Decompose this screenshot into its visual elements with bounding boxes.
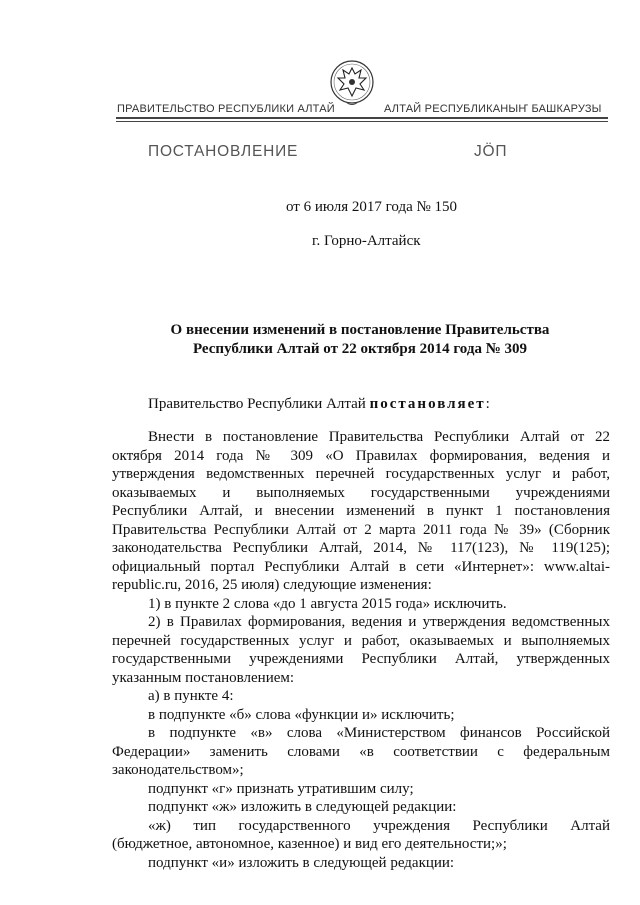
- decree-line: [148, 396, 490, 413]
- subitem-g: подпункт «г» признать утратившим силу;: [148, 780, 414, 797]
- subitem-v-line: законодательством»;: [112, 762, 244, 778]
- paragraph-1-line: официальный портал Республики Алтай в сети «Интернет»: www.altai-: [112, 558, 610, 575]
- paragraph-1-line: Внести в постановление Правительства Республики Алтай от 22: [148, 429, 610, 445]
- paragraph-1-line: republic.ru, 2016, 25 июля) следующие изменения:: [112, 577, 432, 593]
- zh-text-line: «ж) тип государственного учреждения Республики Алтай: [148, 817, 610, 834]
- paragraph-1-line: утверждения ведомственных перечней государственных услуг и работ,: [112, 466, 610, 482]
- doc-type-alt: ЈӦП: [474, 143, 508, 160]
- zh-text-line: (бюджетное, автономное, казенное) и вид его деятельности;»;: [112, 836, 507, 852]
- item-a: а) в пункте 4:: [148, 688, 234, 704]
- decree-verb: постановляет: [369, 396, 486, 412]
- header-divider: [116, 117, 608, 119]
- item-2-line: указанным постановлением:: [112, 669, 295, 686]
- item-1: 1) в пункте 2 слова «до 1 августа 2015 года» исключить.: [148, 595, 507, 612]
- header-right-title: АЛТАЙ РЕСПУБЛИКАНЫҤ БАШКАРУЗЫ: [384, 103, 602, 115]
- subitem-v-line: в подпункте «в» слова «Министерством финансов Российской: [148, 725, 610, 741]
- document-title: [100, 321, 620, 359]
- item-2-line: 2) в Правилах формирования, ведения и утверждения ведомственных: [148, 614, 610, 630]
- header-left-title: ПРАВИТЕЛЬСТВО РЕСПУБЛИКИ АЛТАЙ: [117, 103, 335, 115]
- title-line-2: Республики Алтай от 22 октября 2014 года № 309: [192, 341, 528, 357]
- coat-of-arms-emblem: [328, 58, 376, 110]
- title-line-1: О внесении изменений в постановление Правительства: [170, 322, 550, 338]
- item-2-line: государственными учреждениями Республики Алтай, утвержденных: [112, 651, 610, 667]
- paragraph-1-line: оказываемых и выполняемых государственными учреждениями: [112, 484, 610, 501]
- document-body: [112, 428, 610, 872]
- paragraph-1-line: октября 2014 года № 309 «О Правилах формирования, ведения и: [112, 447, 610, 464]
- paragraph-1-line: законодательства Республики Алтай, 2014, № 117(123), № 119(125);: [112, 540, 610, 556]
- document-date-number: от 6 июля 2017 года № 150: [286, 199, 458, 215]
- subitem-zh: подпункт «ж» изложить в следующей редакции:: [148, 799, 457, 815]
- subitem-i: подпункт «и» изложить в следующей редакции:: [148, 854, 455, 871]
- doc-type-ru: ПОСТАНОВЛЕНИЕ: [148, 143, 299, 160]
- subitem-b: в подпункте «б» слова «функции и» исключить;: [148, 706, 455, 723]
- subitem-v-line: Федерации» заменить словами «в соответствии с федеральным: [112, 743, 610, 760]
- decree-prefix: Правительство Республики Алтай: [148, 396, 370, 412]
- item-2-line: перечней государственных услуг и работ, оказываемых и выполняемых: [112, 632, 610, 649]
- paragraph-1-line: Республики Алтай, и внесении изменений в пункт 1 постановления: [112, 503, 610, 519]
- decree-suffix: :: [485, 396, 490, 412]
- header-divider-thin: [116, 121, 608, 122]
- document-city: г. Горно-Алтайск: [312, 233, 421, 249]
- paragraph-1-line: Правительства Республики Алтай от 2 марта 2011 года № 39» (Сборник: [112, 521, 610, 538]
